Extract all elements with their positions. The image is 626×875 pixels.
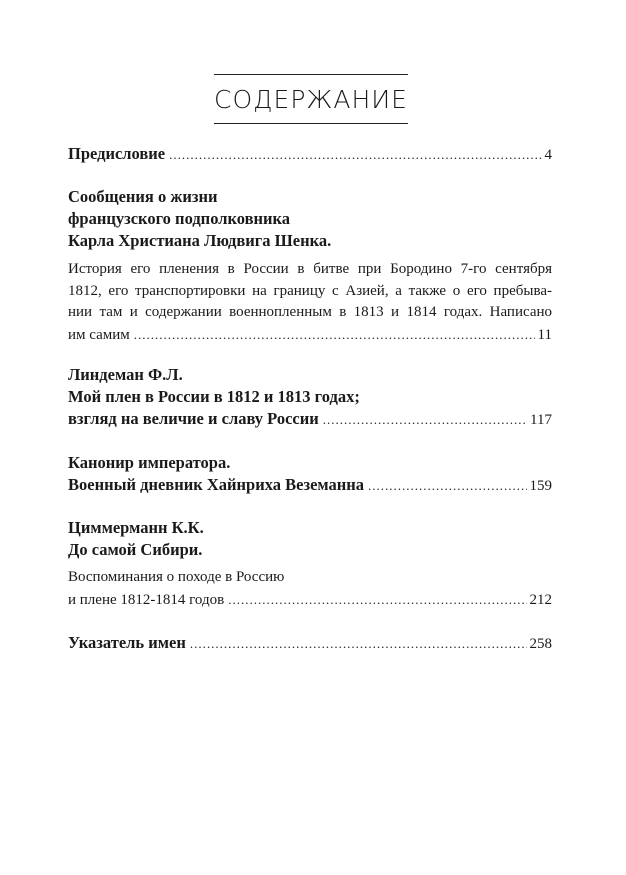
toc-desc-line: История его пленения в России в битве при Бородино 7-го сентября <box>68 261 552 277</box>
toc-desc-line: 1812, его транспортировки на границу с Азией, а также о его пребыва- <box>68 282 552 299</box>
leader-dots <box>368 475 526 497</box>
toc-desc-line: нии там и содержании военнопленным в 1813 и 1814 годах. Написано <box>68 304 552 320</box>
toc-heading-line: Военный дневник Хайнриха Веземанна <box>68 475 365 494</box>
toc-label: Указатель имен <box>68 633 186 652</box>
toc-desc-line: Воспоминания о походе в Россию <box>68 569 285 585</box>
toc-entry-schenk[interactable] <box>68 186 552 252</box>
toc-entry-wesemann[interactable] <box>68 452 552 497</box>
toc-entry-index[interactable] <box>68 632 552 655</box>
toc-page-number: 159 <box>529 478 552 494</box>
toc-page-number: 258 <box>529 636 552 652</box>
toc-heading-line: Сообщения о жизни <box>68 187 218 206</box>
toc-label: Предисловие <box>68 144 166 163</box>
toc-heading-line: Канонир императора. <box>68 453 231 472</box>
toc-entry-lindeman[interactable] <box>68 364 552 431</box>
toc-heading-line: взгляд на величие и славу России <box>68 409 319 428</box>
toc-heading <box>68 517 552 561</box>
toc-heading-line: Карла Христиана Людвига Шенка. <box>68 231 332 250</box>
toc-entry-zimmermann[interactable] <box>68 517 552 561</box>
toc-entry-preface[interactable] <box>68 143 552 166</box>
leader-dots <box>190 633 527 655</box>
toc-heading-line: До самой Сибири. <box>68 540 203 559</box>
toc-desc-line: и плене 1812-1814 годов <box>68 591 225 608</box>
toc-desc-line: им самим <box>68 326 130 343</box>
toc-page-number: 11 <box>537 326 552 343</box>
toc-heading-line: французского подполковника <box>68 209 291 228</box>
leader-dots <box>228 589 526 611</box>
toc-page-number: 212 <box>529 591 552 608</box>
toc-heading <box>68 186 552 252</box>
toc-heading-line: Циммерманн К.К. <box>68 518 204 537</box>
toc-heading-line: Линдеман Ф.Л. <box>68 365 183 384</box>
toc-description-schenk <box>68 259 552 346</box>
toc-heading <box>68 364 552 431</box>
toc-heading <box>68 452 552 497</box>
toc-heading-line: Мой плен в России в 1812 и 1813 годах; <box>68 387 360 406</box>
leader-dots <box>323 409 527 431</box>
toc-page-number: 4 <box>544 147 552 163</box>
leader-dots <box>134 324 535 346</box>
page-title-box <box>214 74 408 124</box>
page-title: СОДЕРЖАНИЕ <box>214 84 408 114</box>
leader-dots <box>169 144 541 166</box>
toc-page-number: 117 <box>530 412 552 428</box>
toc-description-zimmermann <box>68 567 552 611</box>
